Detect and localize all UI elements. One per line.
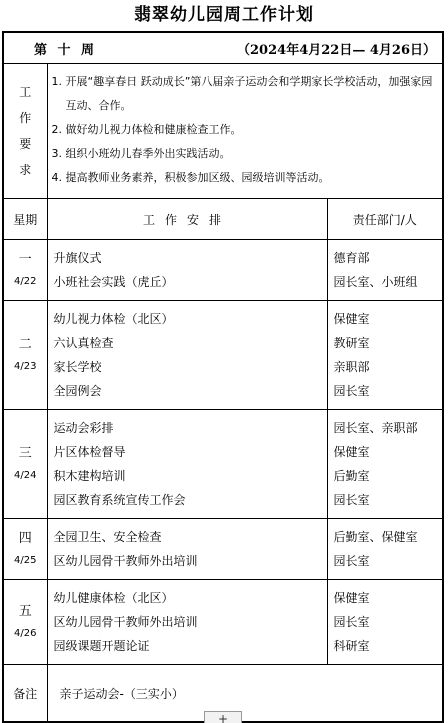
task-item: 区幼儿园骨干教师外出培训 [53,554,198,568]
dept-item: 保健室 [333,312,370,326]
requirement-number: 4. [51,171,62,184]
task-item: 家长学校 [53,360,102,374]
dept-list [328,580,443,664]
week-cell [3,32,443,64]
task-item: 全园例会 [53,384,102,398]
requirements-content [47,64,443,199]
header-task: 工作安排 [47,199,327,240]
dept-list [328,301,443,409]
task-item: 升旗仪式 [53,251,102,265]
day-date: 4/25 [14,555,37,566]
requirement-number: 3. [51,147,62,160]
day-date: 4/23 [14,361,37,372]
dept-list [328,519,443,579]
requirements-label [3,64,47,199]
dept-item: 后勤室、保健室 [333,530,418,544]
task-list [48,240,327,300]
add-sheet-button[interactable] [204,711,242,723]
dept-item: 科研室 [333,639,370,653]
requirement-text: 提高教师业务素养，积极参加区级、园级培训等活动。 [65,171,330,184]
header-dept: 责任部门/人 [327,199,443,240]
task-item: 全园卫生、安全检查 [53,530,162,544]
dept-item: 教研室 [333,336,370,350]
task-cell [47,301,327,410]
day-date: 4/22 [14,276,37,287]
weekly-plan-table [2,31,444,723]
dept-item: 园长室 [333,615,370,629]
dept-item: 园长室 [333,554,370,568]
dept-list [328,240,443,300]
task-item: 园级课题开题论证 [53,639,150,653]
task-item: 运动会彩排 [53,421,114,435]
requirement-item [52,70,439,118]
dept-cell [327,240,443,301]
dept-cell [327,410,443,519]
dept-cell [327,580,443,665]
dept-item: 园长室 [333,384,370,398]
day-cell [3,301,47,410]
requirements-label-char: 求 [19,163,32,177]
requirement-item [52,166,439,190]
task-item: 六认真检查 [53,336,114,350]
header-row [3,199,443,240]
task-item: 区幼儿园骨干教师外出培训 [53,615,198,629]
task-list [48,580,327,664]
day-name: 一 [18,252,32,267]
dept-item: 园长室 [333,493,370,507]
requirements-list [48,64,443,198]
header-day: 星期 [3,199,47,240]
dept-item: 园长室、小班组 [333,275,418,289]
day-row-tue [3,301,443,410]
note-label: 备注 [3,665,47,723]
note-text: 亲子运动会-（三实小） [47,665,443,723]
day-row-mon [3,240,443,301]
plus-icon: + [217,712,229,723]
task-cell [47,410,327,519]
dept-item: 德育部 [333,251,370,265]
task-cell [47,580,327,665]
requirements-label-char: 工 [19,85,32,99]
day-date: 4/26 [14,628,37,639]
task-cell [47,240,327,301]
day-cell [3,410,47,519]
day-name: 五 [18,604,32,619]
week-range: （2024年4月22日— 4月26日） [237,42,436,58]
week-label: 第 十 周 [34,42,98,58]
task-item: 幼儿视力体检（北区） [53,312,174,326]
requirements-row [3,64,443,199]
day-cell [3,580,47,665]
doc-title: 翡翠幼儿园周工作计划 [134,5,314,25]
dept-item: 园长室、亲职部 [333,421,418,435]
requirement-text: 开展“趣享春日 跃动成长”第八届亲子运动会和学期家长学校活动，加强家园互动、合作。 [65,75,433,112]
day-row-thu [3,519,443,580]
requirements-label-char: 作 [19,111,32,125]
day-cell [3,519,47,580]
requirement-item [52,142,439,166]
day-name: 四 [18,531,32,546]
requirement-text: 做好幼儿视力体检和健康检查工作。 [65,123,242,136]
requirements-label-char: 要 [19,137,32,151]
task-item: 园区教育系统宣传工作会 [53,493,186,507]
dept-item: 亲职部 [333,360,370,374]
task-cell [47,519,327,580]
dept-item: 后勤室 [333,469,370,483]
day-row-wed [3,410,443,519]
dept-item: 保健室 [333,591,370,605]
day-cell [3,240,47,301]
day-row-fri [3,580,443,665]
requirement-number: 2. [51,123,62,136]
task-item: 片区体检督导 [53,445,126,459]
requirement-text: 组织小班幼儿春季外出实践活动。 [65,147,231,160]
day-date: 4/24 [14,470,37,481]
requirement-item [52,118,439,142]
dept-cell [327,519,443,580]
dept-item: 保健室 [333,445,370,459]
week-row [3,32,443,64]
task-item: 积木建构培训 [53,469,126,483]
dept-cell [327,301,443,410]
dept-list [328,410,443,518]
day-name: 三 [18,446,32,461]
day-name: 二 [18,337,32,352]
task-item: 幼儿健康体检（北区） [53,591,174,605]
task-list [48,519,327,579]
requirement-number: 1. [51,75,62,88]
task-list [48,301,327,409]
task-list [48,410,327,518]
task-item: 小班社会实践（虎丘） [53,275,174,289]
